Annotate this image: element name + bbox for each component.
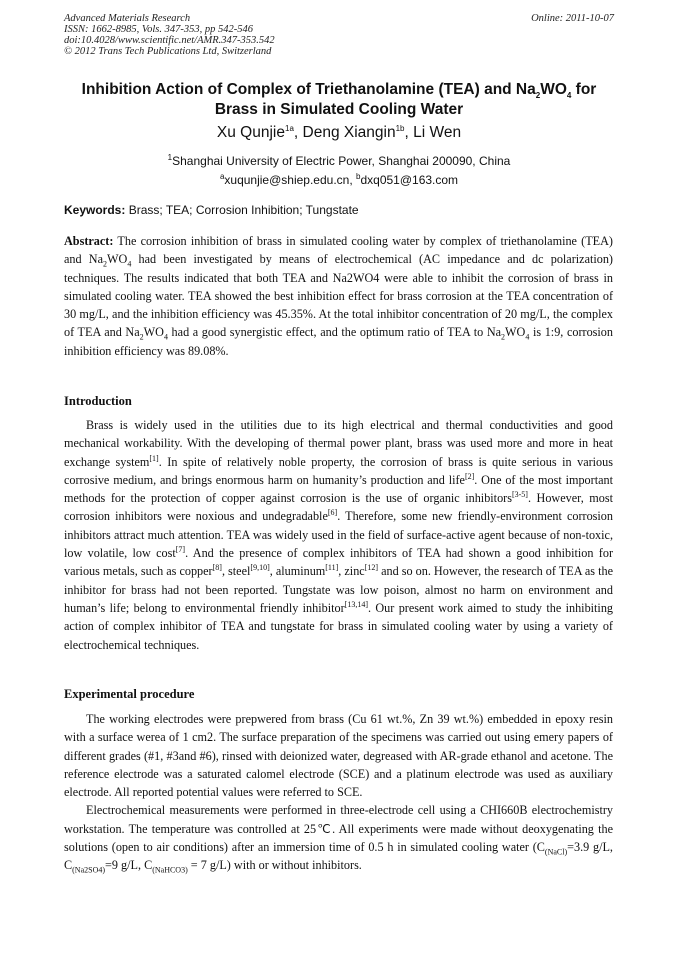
abstract: Abstract: The corrosion inhibition of brass in simulated cooling water by complex of triethanolamine (TEA) and $Na_2WO_4$ had been investigated by means of electrochemical (AC impedance and dc polarization) techniques. The results indicated that both TEA and Na2WO4 were able to inhibit the corrosion of brass in simulated cooling water. TEA showed the best inhibition effect for brass corrosion at the TEA concentration of 30 mg/L, and the inhibition efficiency was 45.35%. At the total inhibitor concentration of 20 mg/L, the complex of TEA and $Na_2WO_4$ had a good synergistic effect, and the optimum ratio of TEA to $Na_2WO_4$ is 1:9, corrosion inhibition efficiency was 89.08%.	[64, 234, 613, 358]
experimental-text	[64, 710, 613, 875]
author-list: Xu Qunjie$^{1a}$, Deng Xiangin$^{1b}$, Li Wen	[216, 123, 462, 141]
introduction-text: Brass is widely used in the utilities due to its high electrical and thermal conductivities and good mechanical workability. With the developing of thermal power plant, brass was used more and more in heat exchange system[1]. In spite of relatively noble property, the corrosion of brass is quite serious in various corrosive medium, and brings enormous harm on humanity’s production and life[2]. One of the most important methods for the protection of copper against corrosion is the use of organic inhibitors[3-5]. However, most corrosion inhibitors were noxious and undegradable[6]. Therefore, some new friendly-environment corrosion inhibitors attract much attention. TEA was widely used in the field of surface-active agent because of non-toxic, low volatile, low cost[7]. And the presence of complex inhibitors of TEA had shown a good inhibition for various metals, such as copper[8], steel[9,10], aluminum[11], zinc[12] and so on. However, the research of TEA as the inhibitor for brass had not been reported. Tungstate was low poison, almost no harm on environment and human’s life; belong to environmental friendly inhibitor[13,14]. Our present work aimed to study the inhibiting action of complex inhibitor of TEA and tungstate for brass in simulated cooling water by using a variety of electrochemical techniques.	[64, 418, 614, 652]
doi-line: doi:10.4028/www.scientific.net/AMR.347-353.542	[64, 35, 275, 46]
affiliation: $^1$Shanghai University of Electric Power, Shanghai 200090, China	[167, 153, 511, 168]
journal-header	[64, 13, 275, 57]
paper-title: Inhibition Action of Complex of Triethanolamine (TEA) and $Na_2WO_4$ for Brass in Simulated Cooling Water	[81, 81, 597, 118]
issn-line: ISSN: 1662-8985, Vols. 347-353, pp 542-546	[64, 24, 253, 35]
keywords: Keywords: Brass; TEA; Corrosion Inhibition; Tungstate	[64, 203, 359, 217]
introduction-heading: Introduction	[64, 394, 132, 408]
experimental-paragraph-2: Electrochemical measurements were performed in three-electrode cell using a CHI660B electrochemistry workstation. The temperature was controlled at 25℃. All experiments were made without deoxygenating the solutions (open to air conditions) after an immersion time of 0.5 h in simulated cooling water ($C_{(NaCl)}=3.9$ g/L, $C_{(Na2SO4)}=9$ g/L, $C_{(NaHCO3)} = 7$ g/L) with or without inhibitors.	[64, 803, 613, 875]
experimental-paragraph-1: The working electrodes were prepwered from brass (Cu 61 wt.%, Zn 39 wt.%) embedded in epoxy resin with a surface werea of 1 cm2. The surface preparation of the specimens was carried out using emery papers of different grades (#1, #3and #6), rinsed with deionized water, degreased with AR-grade ethanol and acetone. The reference electrode was a saturated calomel electrode (SCE) and a platinum electrode was used as auxiliary electrode. All reported potential values were referred to SCE.	[64, 712, 613, 800]
experimental-heading: Experimental procedure	[64, 687, 195, 701]
author-emails: $^a$xuqunjie@shiep.edu.cn, $^b$dxq051@163.com	[219, 172, 459, 187]
online-date: Online: 2011-10-07	[531, 13, 614, 24]
journal-name: Advanced Materials Research	[64, 13, 191, 24]
copyright-line: © 2012 Trans Tech Publications Ltd, Switzerland	[64, 46, 272, 57]
